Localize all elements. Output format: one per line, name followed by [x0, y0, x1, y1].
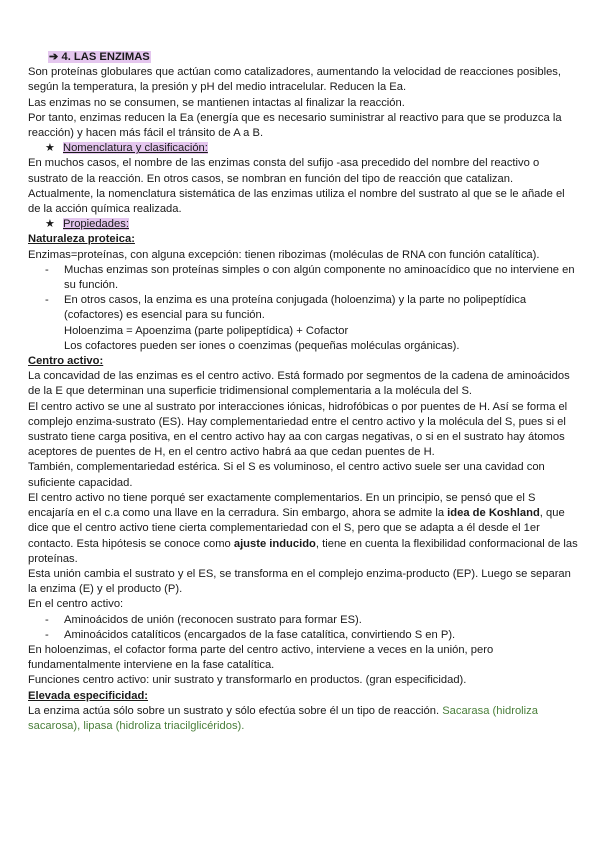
list-item: - Aminoácidos de unión (reconocen sustrato para formar ES).: [45, 613, 362, 626]
centro-paragraph-1: La concavidad de las enzimas es el centro activo. Está formado por segmentos de la cadena de aminoácidos de la E que determinan una superficie tridimensional complementaria a la molécula del S.: [28, 370, 570, 398]
especificidad-paragraph: La enzima actúa sólo sobre un sustrato y sólo efectúa sobre él un tipo de reacción. Sacarasa (hidroliza sacarosa), lipasa (hidroliza triacilglicéridos).: [28, 704, 538, 732]
centro-paragraph-2: El centro activo se une al sustrato por interacciones iónicas, hidrofóbicas o por puentes de H. Así se forma el complejo enzima-sustrato (ES). Hay complementariedad entre el centro activo y la molécula del S, pues si el sustrato tiene carga positiva, en el centro activo hay aa con cargas negativas, o si en el sustrato hay átomos aceptores de puentes de H, en el centro activo habrá aa que cedan puentes de H.: [28, 400, 568, 459]
star-icon: ★: [45, 142, 56, 155]
list-item: - Aminoácidos catalíticos (encargados de la fase catalítica, convirtiendo S en P).: [45, 628, 456, 641]
naturaleza-list: [28, 263, 580, 324]
centro-paragraph-3: También, complementariedad estérica. Si el S es voluminoso, el centro activo suele ser una cavidad con suficiente capacidad.: [28, 461, 545, 489]
holoenzima-formula: Holoenzima = Apoenzima (parte polipeptídica) + Cofactor: [64, 324, 349, 337]
propiedades-heading: ★ Propiedades:: [45, 217, 580, 232]
centro-heading: Centro activo:: [28, 355, 104, 368]
nomenclatura-paragraph: En muchos casos, el nombre de las enzimas consta del sufijo -asa precedido del nombre del reactivo o sustrato de la reacción. En otros casos, se nombran en función del tipo de reacción que catalizan. Actualmente, la nomenclatura sistemática de las enzimas utiliza el nombre del sustrato al que se le añade el de la acción química realizada.: [28, 157, 565, 216]
especificidad-heading: Elevada especificidad:: [28, 689, 149, 702]
list-item: - En otros casos, la enzima es una proteína conjugada (holoenzima) y la parte no polipeptídica (cofactores) es esencial para su función.: [45, 294, 527, 322]
centro-paragraph-7: En holoenzimas, el cofactor forma parte del centro activo, interviene a veces en la unión, pero fundamentalmente interviene en la fase catalítica.: [28, 643, 494, 672]
nomenclatura-heading: ★ Nomenclatura y clasificación:: [45, 141, 580, 156]
centro-paragraph-5: Esta unión cambia el sustrato y el ES, se transforma en el complejo enzima-producto (EP). Luego se separan la enzima (E) y el producto (P).: [28, 567, 571, 596]
arrow-icon: ➔: [49, 51, 59, 63]
star-icon: ★: [45, 218, 56, 231]
section-title: ➔ 4. LAS ENZIMAS: [49, 51, 150, 63]
intro-paragraph-2: Las enzimas no se consumen, se mantienen intactas al finalizar la reacción.: [28, 96, 405, 109]
cofactores-note: Los cofactores pueden ser iones o coenzimas (pequeñas moléculas orgánicas).: [64, 339, 460, 352]
centro-paragraph-8: Funciones centro activo: unir sustrato y transformarlo en productos. (gran especificidad).: [28, 674, 467, 687]
intro-paragraph-1: Son proteínas globulares que actúan como catalizadores, aumentando la velocidad de reacciones posibles, según la temperatura, la presión y pH del medio intracelular. Reducen la Ea.: [28, 66, 561, 94]
intro-paragraph-3: Por tanto, enzimas reducen la Ea (energía que es necesario suministrar al reactivo para que se produzca la reacción) y hacen más fácil el tránsito de A a B.: [28, 111, 562, 140]
example-text: Sacarasa (hidroliza sacarosa), lipasa (hidroliza triacilglicéridos).: [28, 704, 538, 732]
centro-paragraph-4: El centro activo no tiene porqué ser exactamente complementarios. En un principio, se pensó que el S encajaría en el c.a como una llave en la cerradura. Sin embargo, ahora se admite la idea de Koshland, que dice que el centro activo tiene cierta complementariedad con el S, pero que se adapta a él desde el 1er contacto. Esta hipótesis se conoce como ajuste inducido, tiene en cuenta la flexibilidad conformacional de las proteínas.: [28, 491, 578, 565]
list-item: - Muchas enzimas son proteínas simples o con algún componente no aminoacídico que no interviene en su función.: [45, 263, 575, 292]
centro-list: [28, 613, 580, 643]
naturaleza-heading: Naturaleza proteica:: [28, 233, 135, 246]
naturaleza-paragraph: Enzimas=proteínas, con alguna excepción: tienen ribozimas (moléculas de RNA con función catalítica).: [28, 248, 540, 261]
document-page: [28, 50, 580, 734]
centro-paragraph-6: En el centro activo:: [28, 598, 124, 611]
